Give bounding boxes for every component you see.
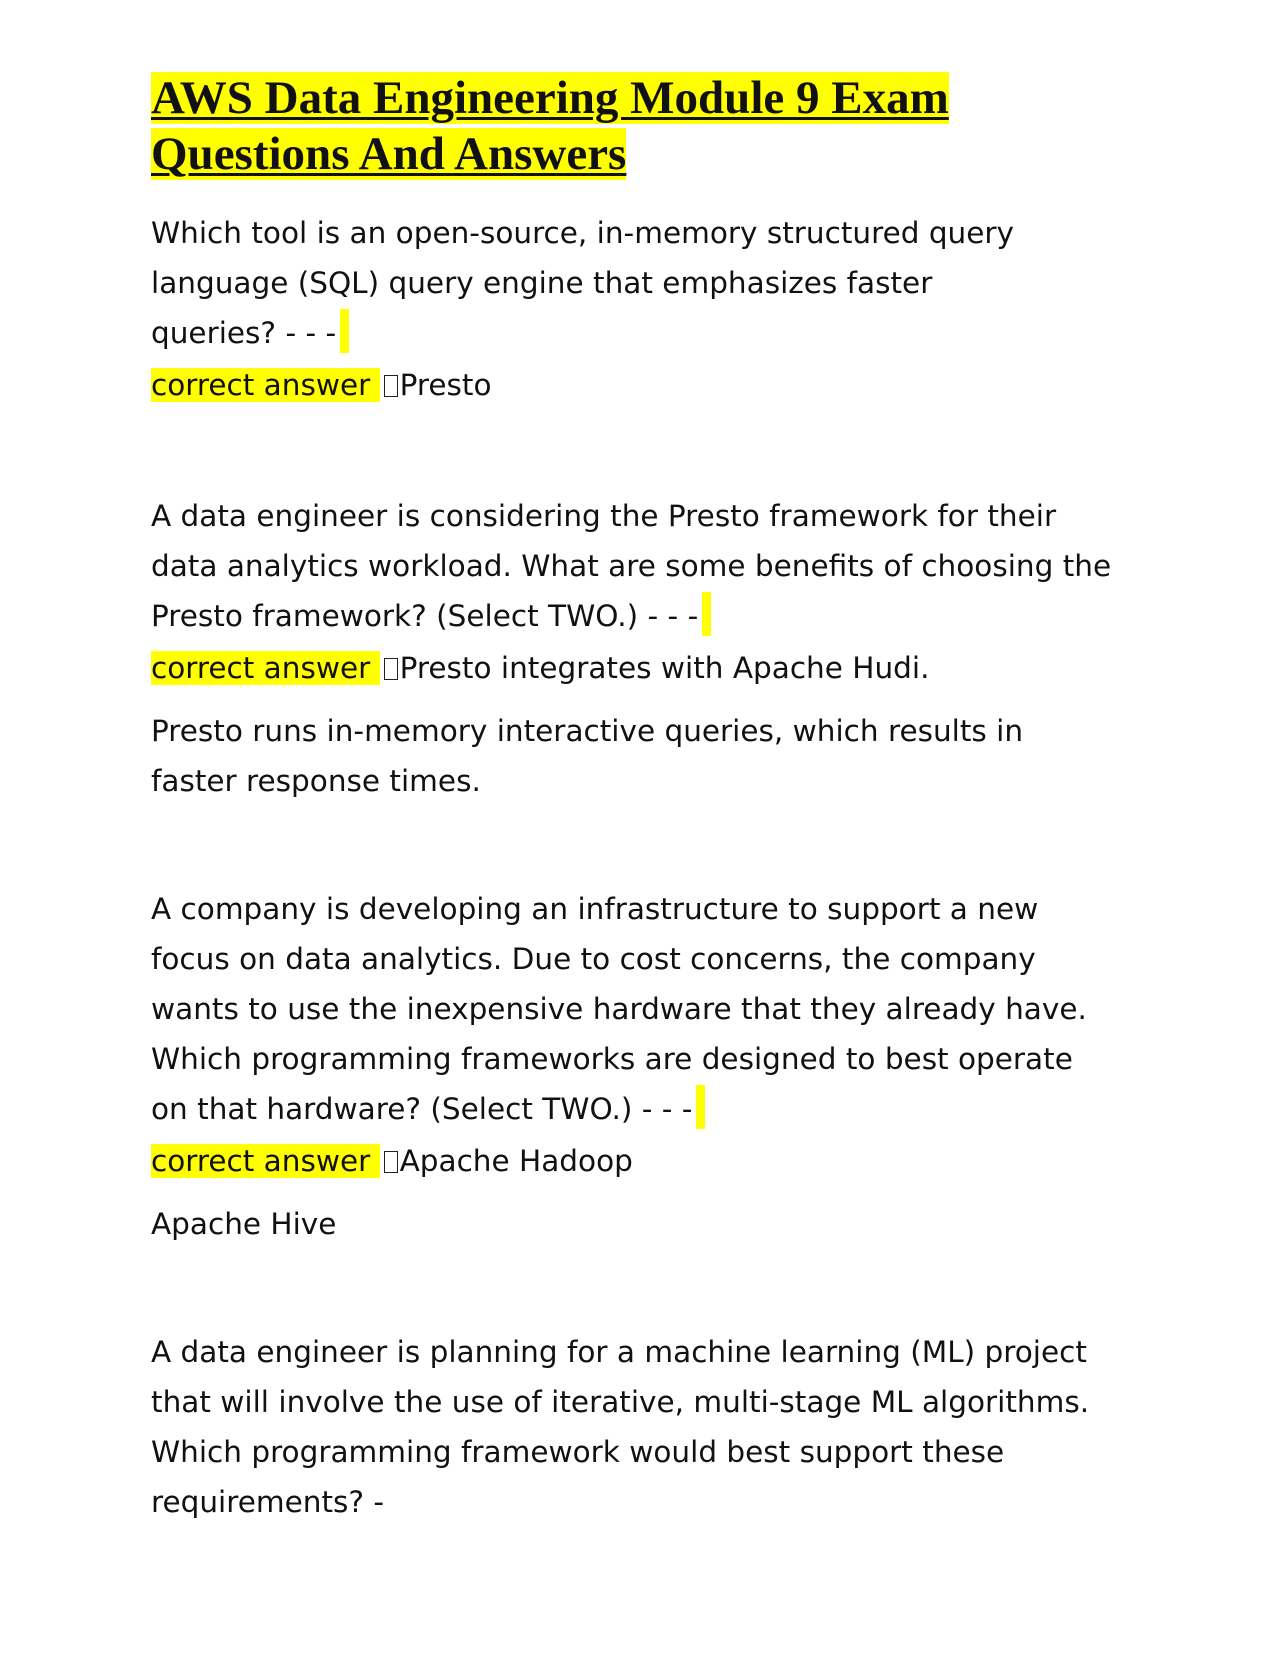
qa-block-3 (151, 884, 1141, 1249)
question-text: A company is developing an infrastructure to support a new focus on data analytics. Due to cost concerns, the company wants to use the inexpensive hardware that they already have. Which programming frameworks are designed to best operate on that hardware? (Select TWO.) - - - (151, 884, 1111, 1134)
highlight-mark (702, 592, 711, 636)
missing-glyph-icon (384, 375, 398, 397)
title-line-2: Questions And Answers (151, 128, 627, 180)
correct-answer-label: correct answer (151, 368, 380, 402)
additional-answer: Apache Hive (151, 1207, 337, 1241)
question-text: A data engineer is planning for a machine learning (ML) project that will involve the use of iterative, multi-stage ML algorithms. Which programming framework would best support these requirements? - (151, 1335, 1090, 1519)
highlight-mark (340, 309, 349, 353)
document-page (151, 70, 1141, 1605)
correct-answer-label: correct answer (151, 651, 380, 685)
answer-line (151, 1134, 1141, 1189)
answer-text: Apache Hadoop (399, 1144, 633, 1178)
qa-block-2 (151, 491, 1141, 806)
answer-line (151, 358, 1141, 413)
answer-text: Presto (399, 368, 492, 402)
answer-line (151, 641, 1141, 696)
correct-answer-label: correct answer (151, 1144, 380, 1178)
missing-glyph-icon (384, 658, 398, 680)
title-line-1: AWS Data Engineering Module 9 Exam (151, 72, 949, 124)
question-text: A data engineer is considering the Presto framework for their data analytics workload. What are some benefits of choosing the Presto framework? (Select TWO.) - - - (151, 491, 1116, 641)
highlight-mark (696, 1085, 705, 1129)
question-text: Which tool is an open-source, in-memory structured query language (SQL) query engine that emphasizes faster queries? - - - (151, 208, 1061, 358)
additional-answer: Presto runs in-memory interactive queries, which results in faster response times. (151, 714, 1024, 798)
document-title (151, 70, 1141, 182)
qa-block-4 (151, 1327, 1141, 1527)
answer-text: Presto integrates with Apache Hudi. (399, 651, 930, 685)
missing-glyph-icon (384, 1151, 398, 1173)
qa-block-1 (151, 208, 1141, 413)
